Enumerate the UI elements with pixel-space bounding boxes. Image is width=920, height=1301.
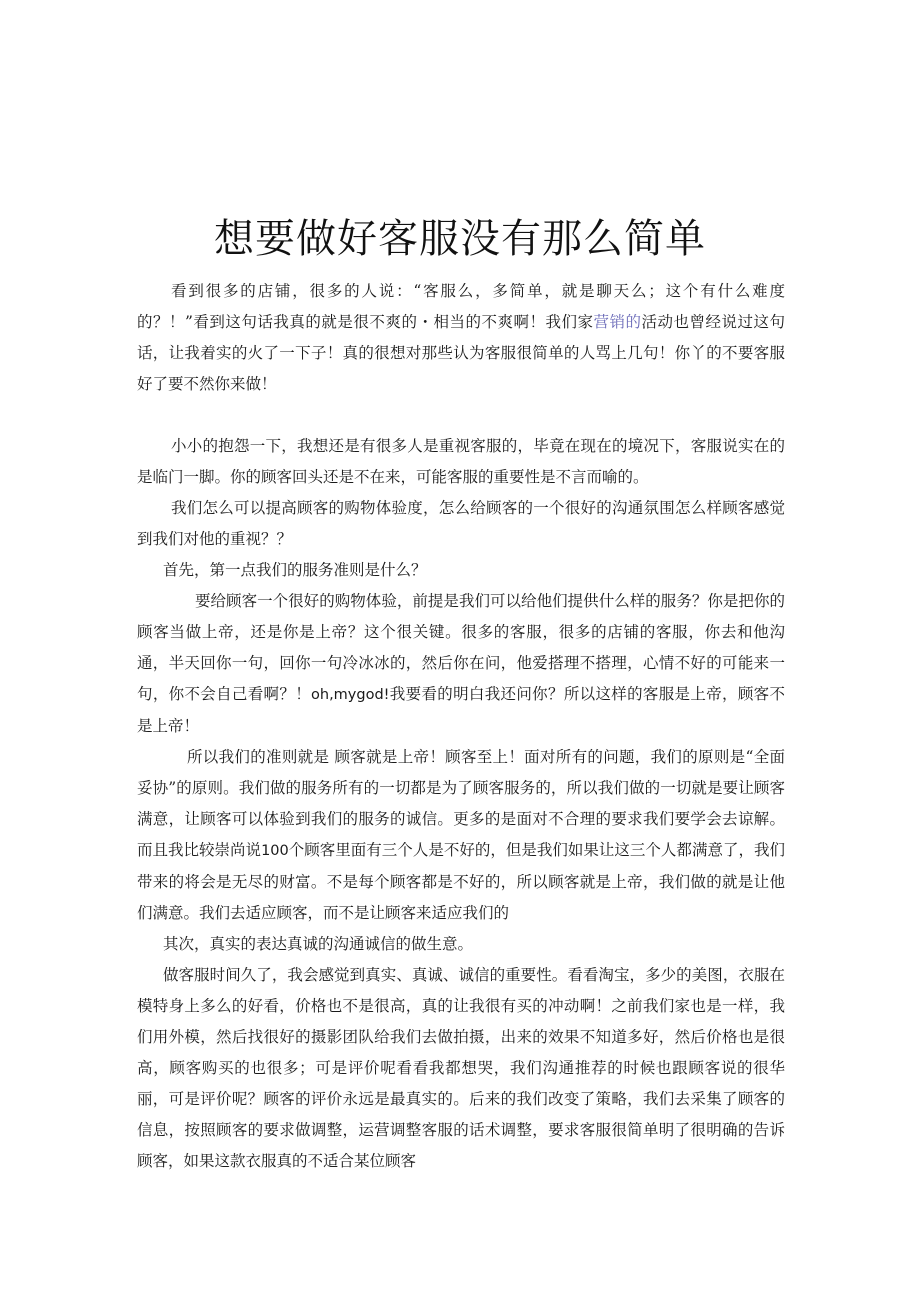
paragraph-intro: [137, 276, 785, 400]
paragraph-service-text-a: 要给顾客一个很好的购物体验，前提是我们可以给他们提供什么样的服务？你是把你的顾客当做上帝，还是你是上帝？这个很关键。很多的客服，很多的店铺的客服，你去和他沟通，半天回你一句，回你一句冷冰冰的，然后你在问，他爱搭理不搭理，心情不好的可能来一句，你不会自己看啊？！: [137, 592, 785, 703]
paragraph-service-experience: [137, 586, 785, 742]
paragraph-principle: [137, 742, 785, 929]
paragraph-intro-text-b: 活动也曾经说过这句话，让我着实的火了一下子！真的很想对那些认为客服很简单的人骂上几句！你丫的不要客服好了要不然你来做！: [137, 313, 785, 393]
document-body: [137, 276, 785, 1177]
paragraph-service-latin: oh,mygod!: [311, 687, 390, 703]
paragraph-intro-text-a: 看到很多的店铺，很多的人说：“客服么，多简单，就是聊天么；这个有什么难度的？！”看到这句话我真的就是很不爽的・相当的不爽啊！我们家: [137, 282, 785, 331]
paragraph-first-point: 首先，第一点我们的服务准则是什么？: [163, 561, 427, 579]
paragraph-principle-text-a: 所以我们的准则就是 顾客就是上帝！顾客至上！面对所有的问题，我们的原则是“全面妥协”的原则。我们做的服务所有的一切都是为了顾客服务的，所以我们做的一切就是要让顾客满意，让顾客可以体验到我们的服务的诚信。更多的是面对不合理的要求我们要学会去谅解。而且我比较崇尚说: [137, 748, 785, 859]
paragraph-second-point: 其次，真实的表达真诚的沟通诚信的做生意。: [163, 935, 474, 953]
paragraph-question: 我们怎么可以提高顾客的购物体验度，怎么给顾客的一个很好的沟通氛围怎么样顾客感觉到我们对他的重视？？: [137, 499, 785, 548]
document-title: 想要做好客服没有那么简单: [214, 215, 706, 262]
marketing-link[interactable]: 营销的: [593, 313, 642, 331]
paragraph-honesty: 做客服时间久了，我会感觉到真实、真诚、诚信的重要性。看看淘宝，多少的美图，衣服在模特身上多么的好看，价格也不是很高，真的让我很有买的冲动啊！之前我们家也是一样，我们用外模，然后找很好的摄影团队给我们去做拍摄，出来的效果不知道多好，然后价格也是很高，顾客购买的也很多；可是评价呢看看我都想哭，我们沟通推荐的时候也跟顾客说的很华丽，可是评价呢？顾客的评价永远是最真实的。后来的我们改变了策略，我们去采集了顾客的信息，按照顾客的要求做调整，运营调整客服的话术调整，要求客服很简单明了很明确的告诉顾客，如果这款衣服真的不适合某位顾客: [137, 966, 785, 1170]
paragraph-service-text-b: 我要看的明白我还问你？所以这样的客服是上帝，顾客不是上帝！: [137, 685, 785, 735]
paragraph-principle-number: 100: [261, 843, 289, 859]
paragraph-principle-text-b: 个顾客里面有三个人是不好的，但是我们如果让这三个人都满意了，我们带来的将会是无尽的财富。不是每个顾客都是不好的，所以顾客就是上帝，我们做的就是让他们满意。我们去适应顾客，而不是让顾客来适应我们的: [137, 841, 785, 922]
paragraph-complaint: 小小的抱怨一下，我想还是有很多人是重视客服的，毕竟在现在的境况下，客服说实在的是临门一脚。你的顾客回头还是不在来，可能客服的重要性是不言而喻的。: [137, 437, 785, 486]
